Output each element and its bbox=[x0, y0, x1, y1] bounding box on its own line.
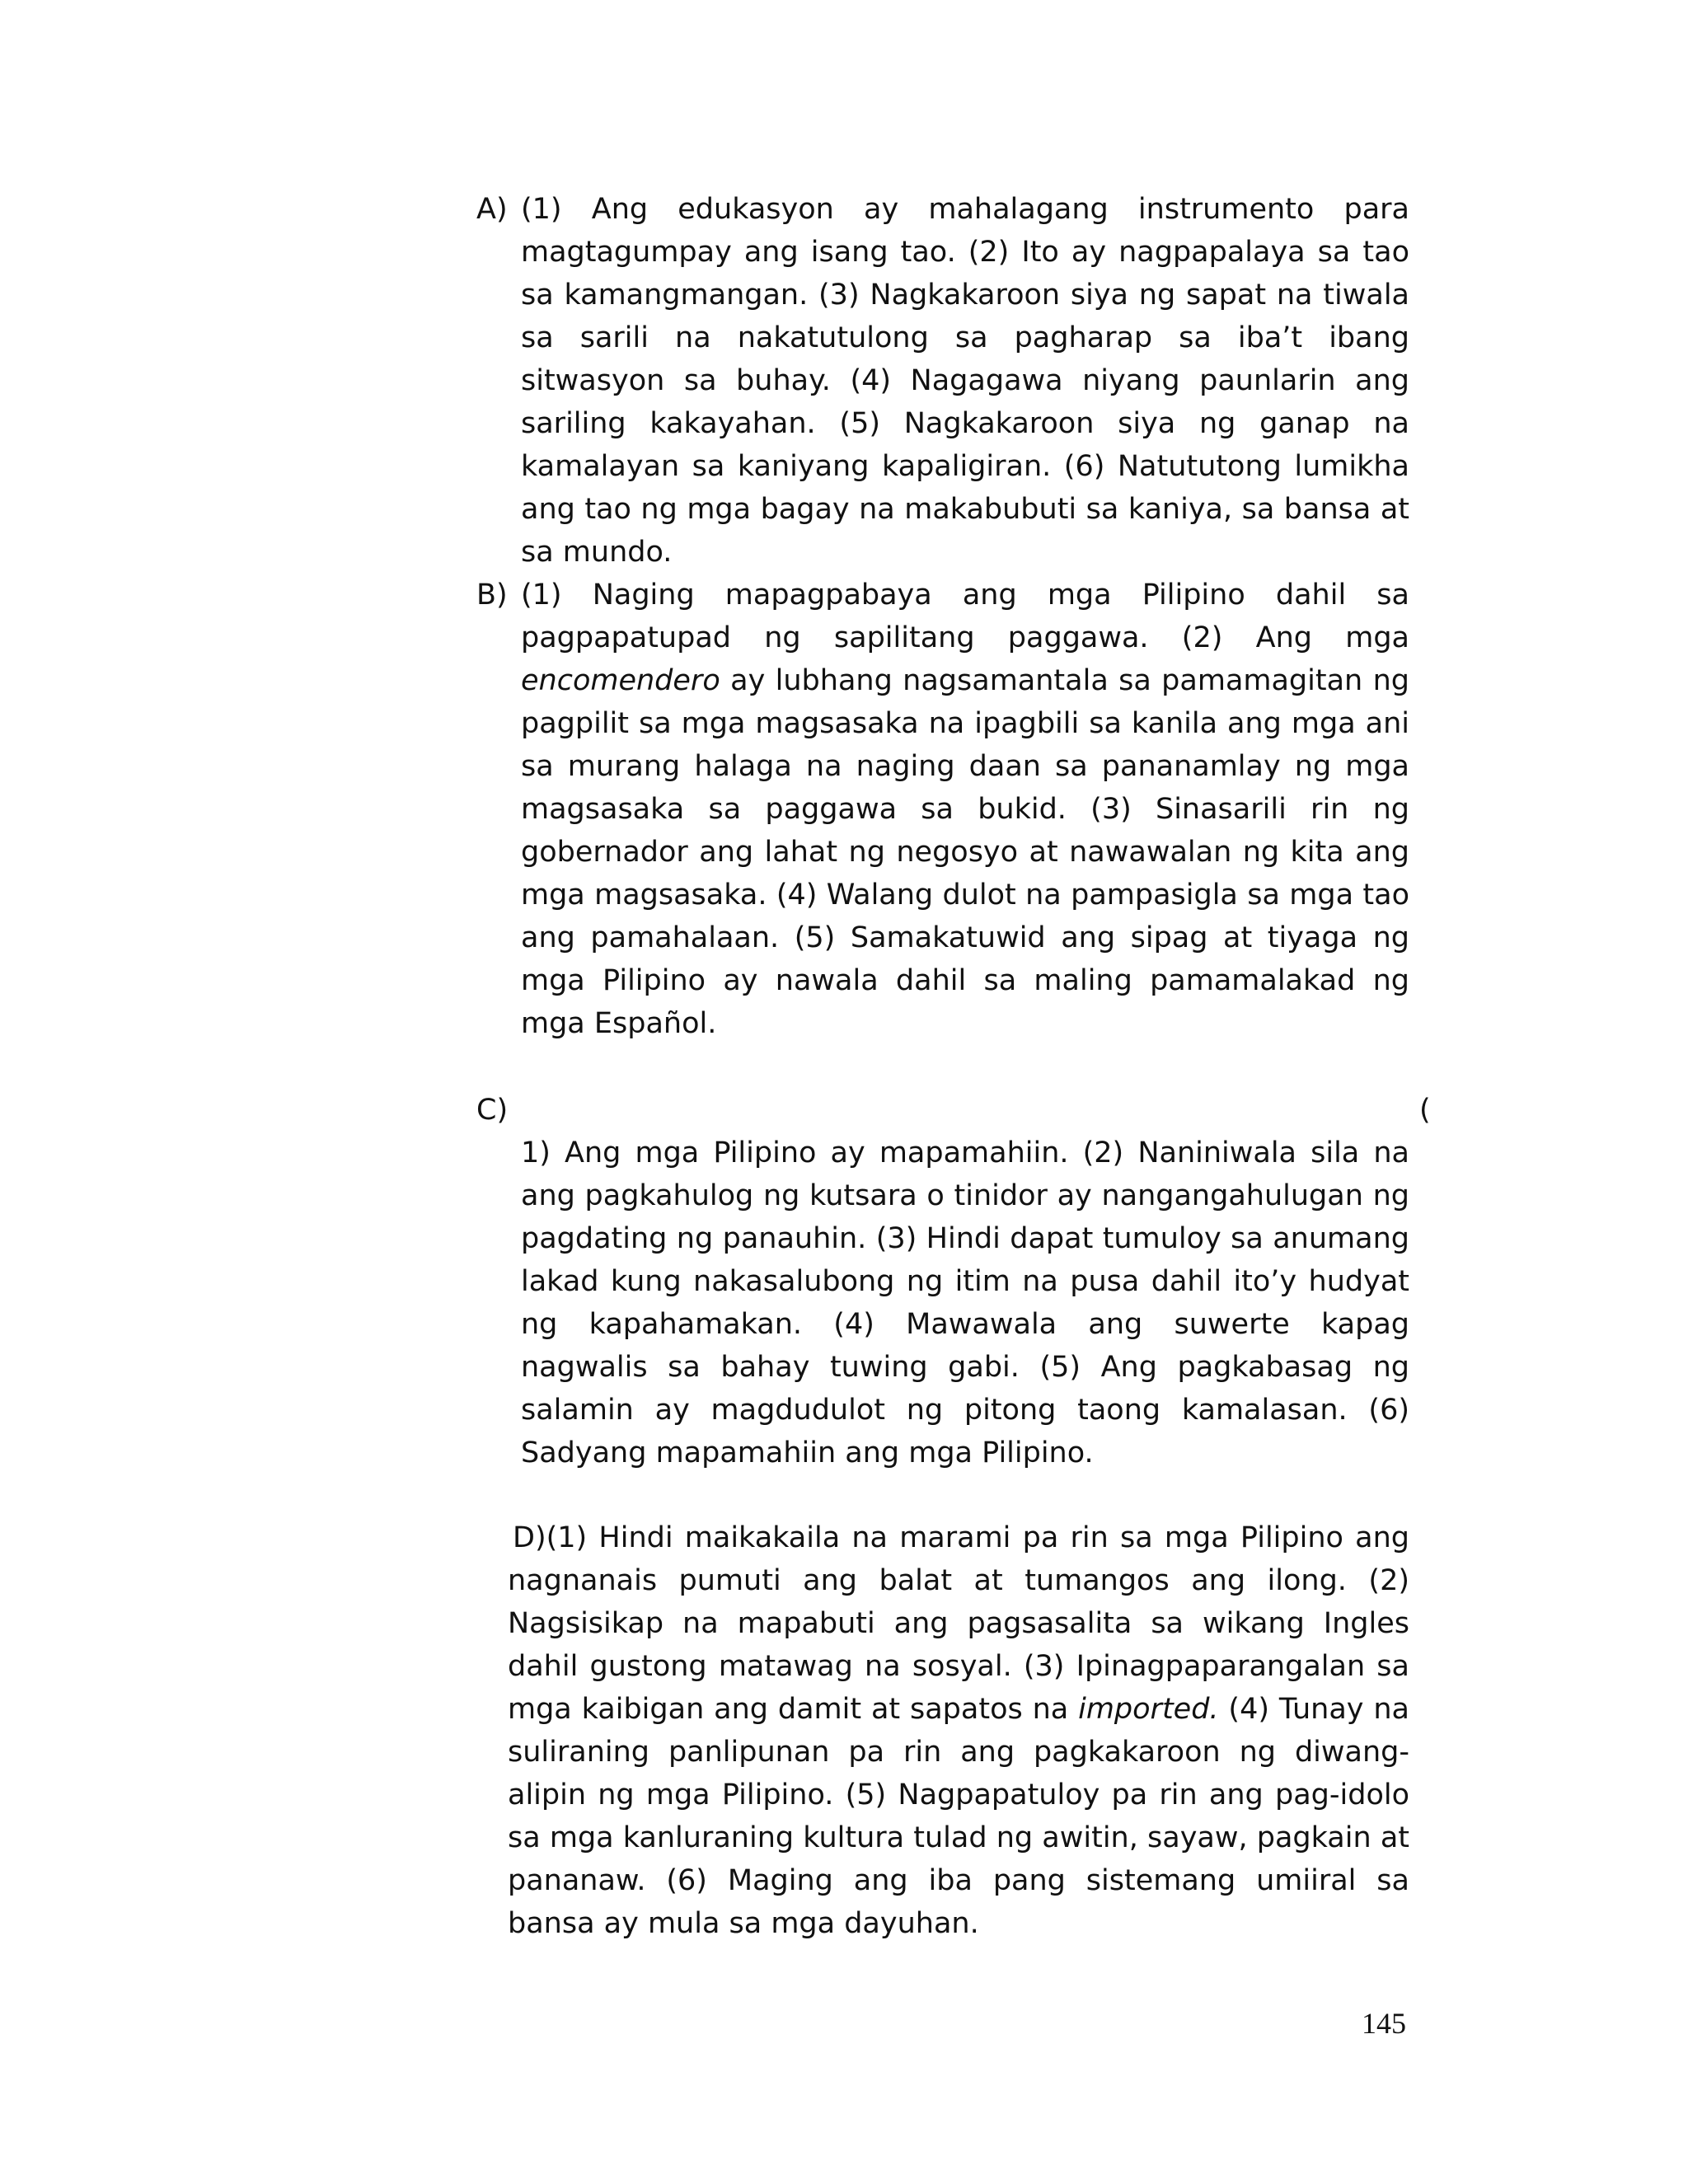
paragraph-b-label: B) bbox=[476, 579, 508, 612]
paragraph-b-text bbox=[521, 574, 1409, 1045]
page-number: 145 bbox=[1362, 2007, 1406, 2040]
paragraph-a-text-part-1: (1) Ang edukasyon ay mahalagang instrumento para magtagumpay ang isang tao. (2) Ito ay nagpapalaya sa tao sa kamangmangan. (3) Nagkakaroon siya ng sapat na tiwala sa sarili na nakatutulong sa pagharap sa iba’t ibang sitwasyon sa buhay. (4) Nagagawa niyang paunlarin ang sariling kakayahan. (5) Nagkakaroon siya ng ganap na kamalayan sa kaniyang kapaligiran. (6) Natututong lumikha ang tao ng mga bagay na makabubuti sa kaniya, sa bansa at sa mundo. bbox=[521, 193, 1409, 569]
paragraph-b-italic-term: encomendero bbox=[521, 664, 720, 697]
paragraph-d-text-part-1: (1) Hindi maikakaila na marami pa rin sa mga Pilipino ang nagnanais pumuti ang balat at tumangos ang ilong. (2) Nagsisikap na mapabuti ang pagsasalita sa wikang Ingles dahil gustong matawag na sosyal. (3) Ipinagpaparangalan sa mga kaibigan ang damit at sapatos na bbox=[508, 1521, 1409, 1726]
paragraph-d-label: D) bbox=[513, 1521, 546, 1554]
paragraph-c-stray-paren: ( bbox=[1419, 1094, 1431, 1127]
paragraph-c-text bbox=[521, 1132, 1409, 1474]
paragraph-a-text bbox=[521, 188, 1409, 574]
paragraph-d-text-part-3: (4) Tunay na suliraning panlipunan pa rin ang pagkakaroon ng diwang-alipin ng mga Pilipino. (5) Nagpapatuloy pa rin ang pag-idolo sa mga kanluraning kultura tulad ng awitin, sayaw, pagkain at pananaw. (6) Maging ang iba pang sistemang umiiral sa bansa ay mula sa mga dayuhan. bbox=[508, 1693, 1409, 1940]
paragraph-d-italic-term: imported. bbox=[1078, 1693, 1219, 1726]
paragraph-b-text-part-3: ay lubhang nagsamantala sa pamamagitan ng pagpilit sa mga magsasaka na ipagbili sa kanila ang mga ani sa murang halaga na naging daan sa pananamlay ng mga magsasaka sa paggawa sa bukid. (3) Sinasarili rin ng gobernador ang lahat ng negosyo at nawawalan ng kita ang mga magsasaka. (4) Walang dulot na pampasigla sa mga tao ang pamahalaan. (5) Samakatuwid ang sipag at tiyaga ng mga Pilipino ay nawala dahil sa maling pamamalakad ng mga Español. bbox=[521, 664, 1409, 1040]
paragraph-b-text-part-1: (1) Naging mapagpabaya ang mga Pilipino dahil sa pagpapatupad ng sapilitang paggawa. (2) Ang mga bbox=[521, 579, 1409, 654]
paragraph-d-text bbox=[508, 1516, 1409, 1945]
paragraph-c-text-part-1: 1) Ang mga Pilipino ay mapamahiin. (2) Naniniwala sila na ang pagkahulog ng kutsara o tinidor ay nangangahulugan ng pagdating ng panauhin. (3) Hindi dapat tumuloy sa anumang lakad kung nakasalubong ng itim na pusa dahil ito’y hudyat ng kapahamakan. (4) Mawawala ang suwerte kapag nagwalis sa bahay tuwing gabi. (5) Ang pagkabasag ng salamin ay magdudulot ng pitong taong kamalasan. (6) Sadyang mapamahiin ang mga Pilipino. bbox=[521, 1137, 1409, 1469]
paragraph-a-label: A) bbox=[476, 193, 508, 226]
paragraph-c-label: C) bbox=[476, 1094, 509, 1127]
